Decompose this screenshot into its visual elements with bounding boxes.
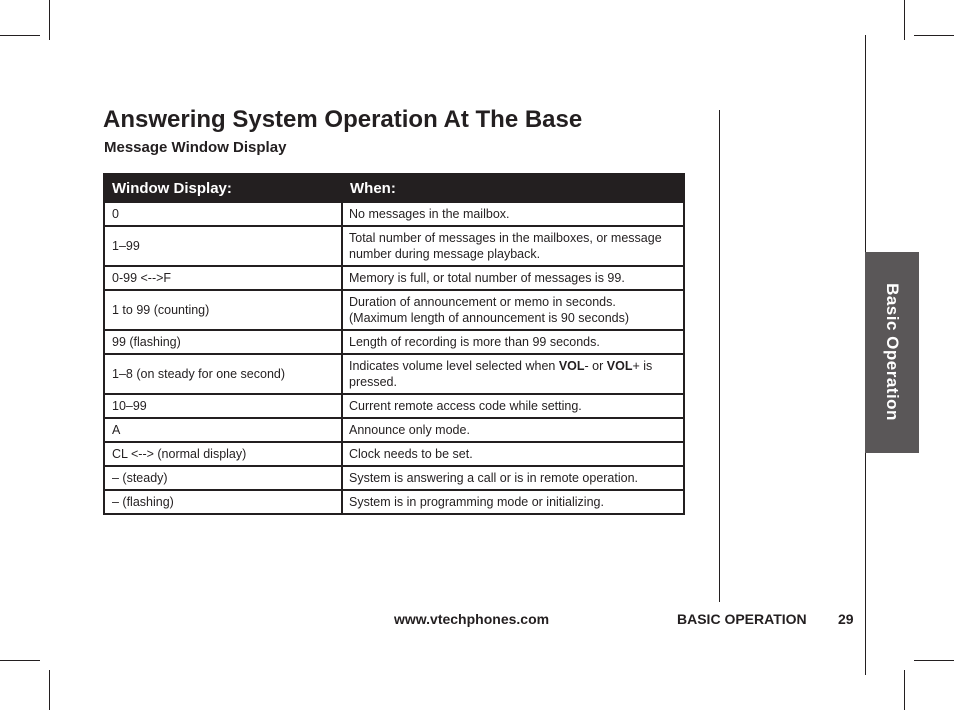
footer-section: BASIC OPERATION bbox=[677, 611, 807, 627]
section-subtitle: Message Window Display bbox=[104, 139, 287, 156]
section-tab-label: Basic Operation bbox=[883, 283, 902, 421]
table-row bbox=[104, 226, 684, 266]
column-divider bbox=[719, 110, 720, 602]
crop-mark bbox=[0, 35, 40, 36]
column-header-window-display: Window Display: bbox=[104, 174, 342, 202]
display-cell: 1 to 99 (counting) bbox=[104, 290, 342, 330]
crop-mark bbox=[904, 0, 905, 40]
when-cell: Clock needs to be set. bbox=[342, 442, 684, 466]
when-cell: Announce only mode. bbox=[342, 418, 684, 442]
table-row bbox=[104, 202, 684, 226]
table-row bbox=[104, 466, 684, 490]
crop-mark bbox=[49, 670, 50, 710]
crop-mark bbox=[914, 35, 954, 36]
when-text: + is pressed. bbox=[349, 359, 653, 389]
table-row bbox=[104, 442, 684, 466]
when-cell: No messages in the mailbox. bbox=[342, 202, 684, 226]
crop-mark bbox=[904, 670, 905, 710]
table-row bbox=[104, 490, 684, 514]
when-cell bbox=[342, 354, 684, 394]
table-row bbox=[104, 266, 684, 290]
when-text: - or bbox=[584, 359, 607, 373]
display-cell: – (steady) bbox=[104, 466, 342, 490]
footer-url: www.vtechphones.com bbox=[394, 611, 550, 627]
display-cell: A bbox=[104, 418, 342, 442]
when-cell: Duration of announcement or memo in seconds. (Maximum length of announcement is 90 seconds) bbox=[342, 290, 684, 330]
crop-mark bbox=[914, 660, 954, 661]
table-row bbox=[104, 290, 684, 330]
table-header-row bbox=[104, 174, 684, 202]
when-cell: Current remote access code while setting. bbox=[342, 394, 684, 418]
page-number: 29 bbox=[838, 611, 854, 627]
table-row bbox=[104, 354, 684, 394]
when-cell: System is answering a call or is in remote operation. bbox=[342, 466, 684, 490]
table-row bbox=[104, 418, 684, 442]
display-cell: 0 bbox=[104, 202, 342, 226]
table-row bbox=[104, 394, 684, 418]
display-cell: 99 (flashing) bbox=[104, 330, 342, 354]
crop-mark bbox=[0, 660, 40, 661]
when-cell: System is in programming mode or initializing. bbox=[342, 490, 684, 514]
when-cell: Length of recording is more than 99 seconds. bbox=[342, 330, 684, 354]
display-cell: – (flashing) bbox=[104, 490, 342, 514]
vol-key-label: VOL bbox=[606, 359, 633, 373]
when-text: Indicates volume level selected when bbox=[349, 359, 559, 373]
display-cell: CL <--> (normal display) bbox=[104, 442, 342, 466]
crop-mark bbox=[49, 0, 50, 40]
page-title: Answering System Operation At The Base bbox=[103, 106, 583, 133]
when-cell: Memory is full, or total number of messages is 99. bbox=[342, 266, 684, 290]
column-header-when: When: bbox=[342, 174, 684, 202]
when-cell: Total number of messages in the mailboxes, or message number during message playback. bbox=[342, 226, 684, 266]
message-window-table bbox=[103, 173, 685, 515]
table-row bbox=[104, 330, 684, 354]
vol-key-label: VOL bbox=[558, 359, 585, 373]
display-cell: 0-99 <-->F bbox=[104, 266, 342, 290]
display-cell: 10–99 bbox=[104, 394, 342, 418]
display-cell: 1–99 bbox=[104, 226, 342, 266]
display-cell: 1–8 (on steady for one second) bbox=[104, 354, 342, 394]
